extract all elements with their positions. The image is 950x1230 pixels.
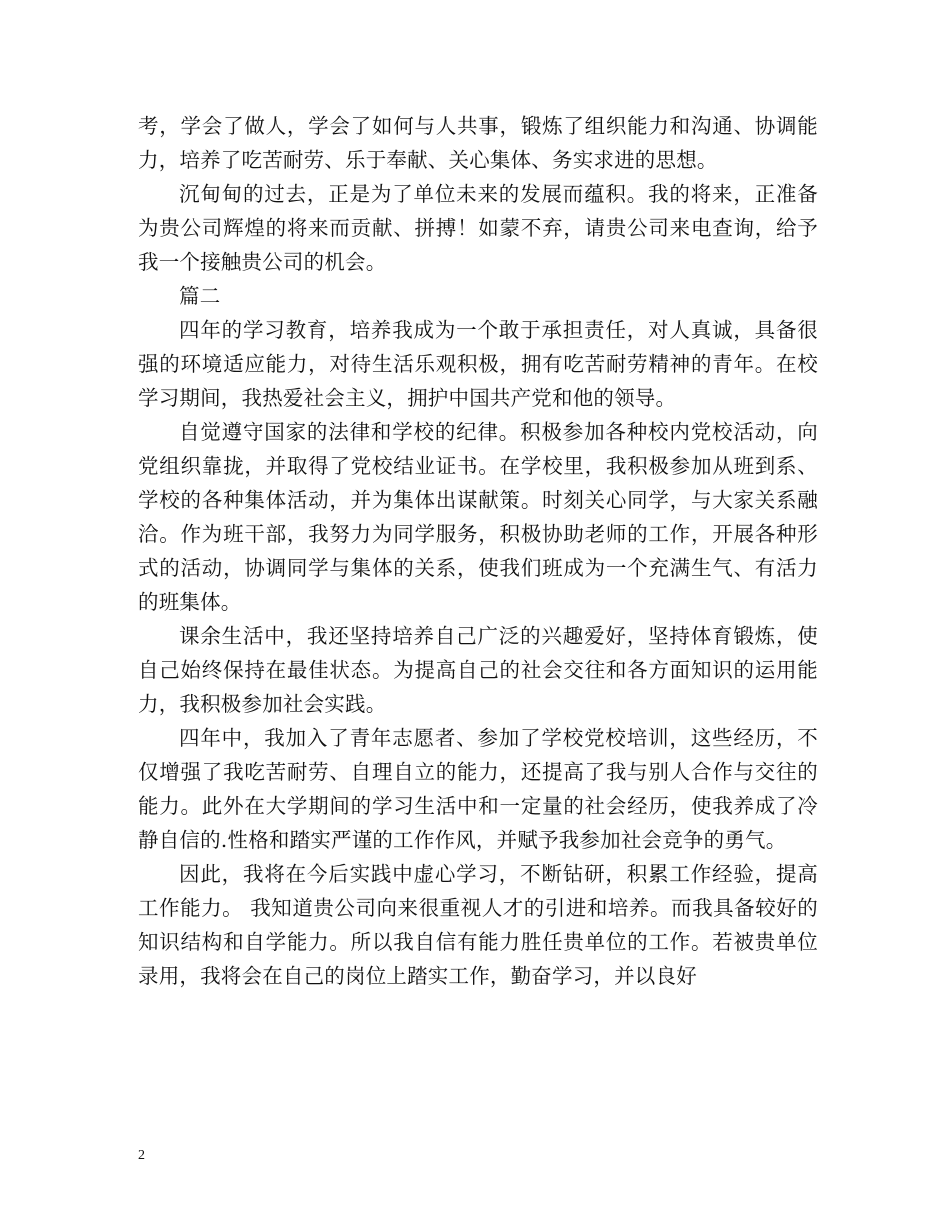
section-heading: 篇二 xyxy=(179,284,221,308)
paragraph-4: 自觉遵守国家的法律和学校的纪律。积极参加各种校内党校活动，向党组织靠拢，并取得了党校结业证书。在学校里，我积极参加从班到系、学校的各种集体活动，并为集体出谋献策。时刻关心同学，与大家关系融洽。作为班干部，我努力为同学服务，积极协助老师的工作，开展各种形式的活动，协调同学与集体的关系，使我们班成为一个充满生气、有活力的班集体。 xyxy=(138,420,818,614)
page-number: 2 xyxy=(138,1148,145,1163)
paragraph-2: 沉甸甸的过去，正是为了单位未来的发展而蕴积。我的将来，正准备为贵公司辉煌的将来而贡献、拼搏！如蒙不弃，请贵公司来电查询，给予我一个接触贵公司的机会。 xyxy=(138,182,818,274)
paragraph-6: 四年中，我加入了青年志愿者、参加了学校党校培训，这些经历，不仅增强了我吃苦耐劳、自理自立的能力，还提高了我与别人合作与交往的能力。此外在大学期间的学习生活中和一定量的社会经历，使我养成了冷静自信的.性格和踏实严谨的工作作风，并赋予我参加社会竞争的勇气。 xyxy=(138,726,818,852)
paragraph-1: 考，学会了做人，学会了如何与人共事，锻炼了组织能力和沟通、协调能力，培养了吃苦耐劳、乐于奉献、关心集体、务实求进的思想。 xyxy=(138,114,818,172)
document-body xyxy=(138,109,818,993)
paragraph-3: 四年的学习教育，培养我成为一个敢于承担责任，对人真诚，具备很强的环境适应能力，对待生活乐观积极，拥有吃苦耐劳精神的青年。在校学习期间，我热爱社会主义，拥护中国共产党和他的领导。 xyxy=(138,318,818,410)
paragraph-5: 课余生活中，我还坚持培养自己广泛的兴趣爱好，坚持体育锻炼，使自己始终保持在最佳状态。为提高自己的社会交往和各方面知识的运用能力，我积极参加社会实践。 xyxy=(138,624,818,716)
paragraph-7: 因此，我将在今后实践中虚心学习，不断钻研，积累工作经验，提高工作能力。 我知道贵公司向来很重视人才的引进和培养。而我具备较好的知识结构和自学能力。所以我自信有能力胜任贵单位的工作。若被贵单位录用，我将会在自己的岗位上踏实工作，勤奋学习，并以良好 xyxy=(138,862,818,988)
